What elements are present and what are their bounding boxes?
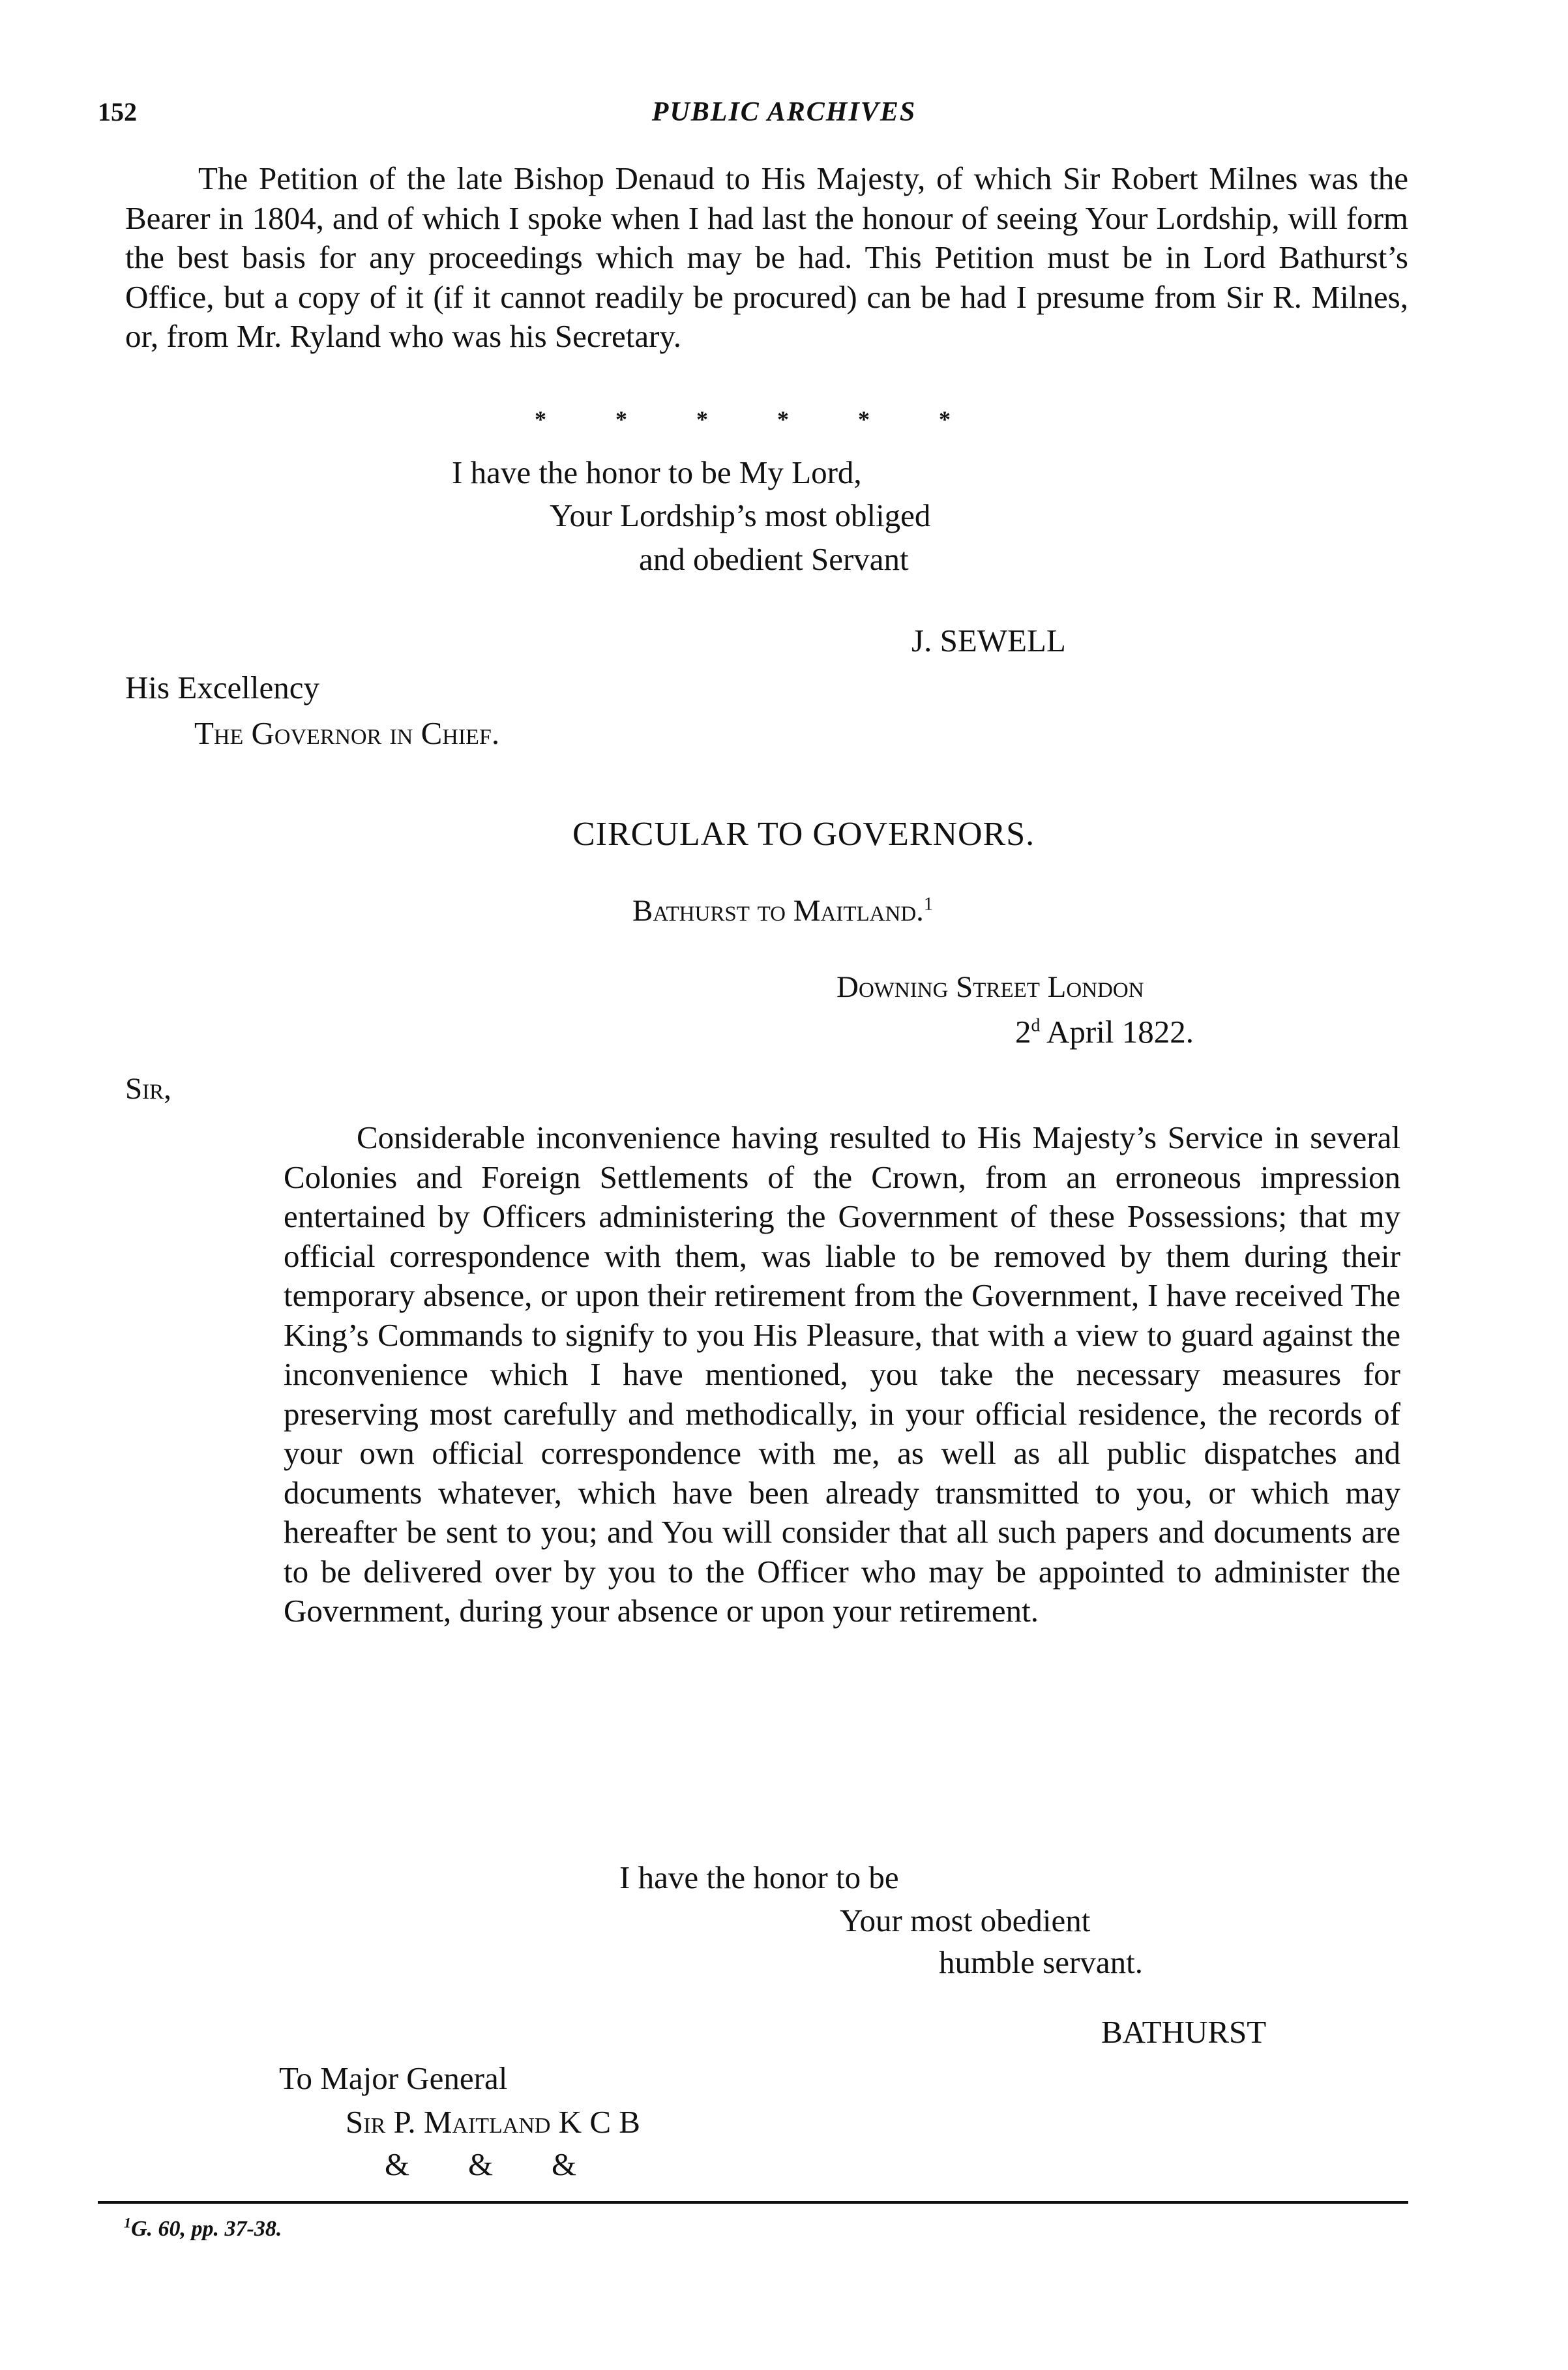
letter-1-closing-line: Your Lordship’s most obliged (550, 497, 931, 533)
letter-2-addressee-line (346, 2103, 640, 2142)
page-number: 152 (98, 97, 137, 126)
letter-2-place: Downing Street London (836, 970, 1144, 1004)
circular-title: CIRCULAR TO GOVERNORS. (572, 816, 1035, 853)
ampersand: & (385, 2146, 410, 2182)
date-day: 2 (1015, 1014, 1031, 1050)
letter-2-addressee-etc (385, 2145, 635, 2184)
asterisk: * (939, 406, 951, 432)
omission-marks (535, 406, 1020, 433)
ampersand: & (552, 2146, 577, 2182)
letter-2-paragraph: Considerable inconvenience having resulted to His Majesty’s Service in several Colonies and Foreign Settlements of the Crown, from an erroneous impression entertained by Officers administering the Government of these Possessions; that my official correspondence with them, was liable to be removed by them during their temporary absence, or upon their retirement from the Government, I have received The King’s Commands to signify to you His Pleasure, that with a view to guard against the inconvenience which I have mentioned, you take the necessary measures for preserving most carefully and methodically, in your official residence, the records of your own official correspondence with me, as well as all public dispatches and documents whatever, which have been already transmitted to you, or which may hereafter be sent to you; and You will consider that all such papers and documents are to be delivered over by you to the Officer who may be appointed to administer the Government, during your absence or upon your retirement. (284, 1119, 1400, 1629)
letter-1-closing-line: and obedient Servant (639, 541, 909, 577)
letter-2-closing-line: Your most obedient (840, 1903, 1091, 1938)
asterisk: * (777, 406, 789, 432)
letter-1-addressee-line: His Excellency (125, 670, 319, 705)
footnote (124, 2214, 282, 2242)
asterisk: * (858, 406, 870, 432)
letter-2-closing-line: I have the honor to be (619, 1859, 899, 1895)
letter-1-closing-line: I have the honor to be My Lord, (452, 454, 862, 490)
letter-2-signature: BATHURST (1101, 2014, 1267, 2050)
letter-2-addressee-line: To Major General (279, 2060, 508, 2096)
letter-2-salutation: Sir, (125, 1072, 171, 1106)
heading-text: Bathurst to Maitland. (632, 894, 924, 928)
ampersand: & (468, 2146, 494, 2182)
letter-1-signature: J. SEWELL (911, 623, 1066, 659)
asterisk: * (615, 406, 627, 432)
addressee-name: Sir P. Maitland (346, 2104, 551, 2140)
footnote-reference: 1 (923, 894, 933, 915)
letter-2-closing-line: humble servant. (939, 1944, 1143, 1980)
footnote-marker: 1 (124, 2214, 131, 2231)
addressee-honours: K C B (550, 2104, 640, 2140)
footnote-text: G. 60, pp. 37-38. (131, 2217, 282, 2241)
letter-1-paragraph: The Petition of the late Bishop Denaud to His Majesty, of which Sir Robert Milnes was the Bearer in 1804, and of which I spoke when I had last the honour of seeing Your Lordship, will form the best basis for any proceedings which may be had. This Petition must be in Lord Bathurst’s Office, but a copy of it (if it cannot readily be procured) can be had I presume from Sir R. Milnes, or, from Mr. Ryland who was his Secretary. (125, 160, 1408, 354)
date-rest: April 1822. (1040, 1014, 1194, 1050)
letter-2-heading (632, 893, 933, 928)
date-suffix: d (1031, 1015, 1041, 1036)
asterisk: * (696, 406, 708, 432)
footnote-divider (98, 2201, 1408, 2204)
running-title: PUBLIC ARCHIVES (651, 97, 917, 127)
letter-2-date (1015, 1013, 1194, 1052)
letter-1-addressee-line: The Governor in Chief. (194, 715, 500, 751)
asterisk: * (535, 406, 546, 432)
